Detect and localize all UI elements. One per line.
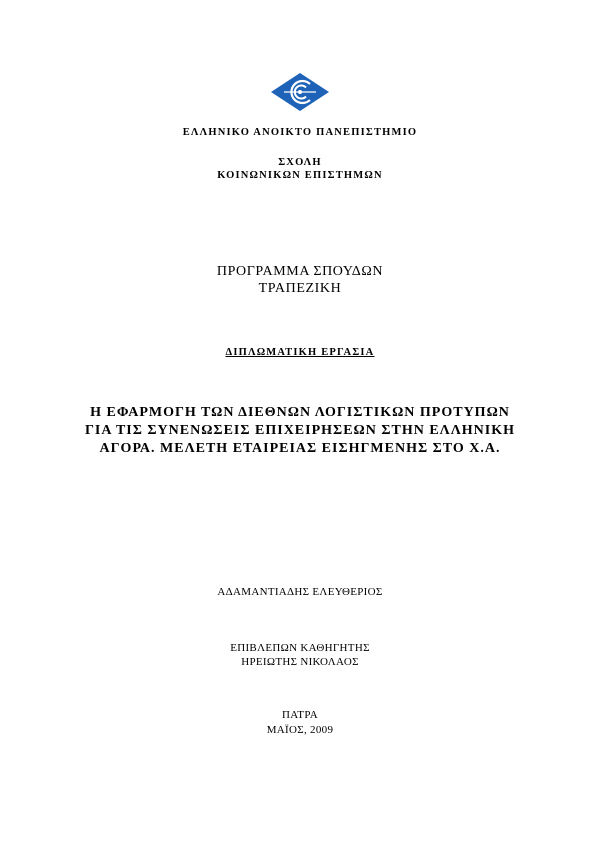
supervisor-label: ΕΠΙΒΛΕΠΩΝ ΚΑΘΗΓΗΤΗΣ [230,642,370,654]
supervisor-name: ΗΡΕΙΩΤΗΣ ΝΙΚΟΛΑΟΣ [241,656,359,668]
thesis-title-line-3: ΑΓΟΡΑ. ΜΕΛΕΤΗ ΕΤΑΙΡΕΙΑΣ ΕΙΣΗΓΜΕΝΗΣ ΣΤΟ Χ.Α. [99,441,501,456]
thesis-title-line-2: ΓΙΑ ΤΙΣ ΣΥΝΕΝΩΣΕΙΣ ΕΠΙΧΕΙΡΗΣΕΩΝ ΣΤΗΝ ΕΛΛΗΝΙΚΗ [85,423,515,438]
school-label: ΣΧΟΛΗ [278,157,322,168]
date: ΜΑΪΟΣ, 2009 [266,724,334,736]
city: ΠΑΤΡΑ [282,709,318,721]
thesis-title-line-1: Η ΕΦΑΡΜΟΓΗ ΤΩΝ ΔΙΕΘΝΩΝ ΛΟΓΙΣΤΙΚΩΝ ΠΡΟΤΥΠΩΝ [90,405,510,420]
thesis-label: ΔΙΠΛΩΜΑΤΙΚΗ ΕΡΓΑΣΙΑ [225,347,375,358]
university-name: ΕΛΛΗΝΙΚΟ ΑΝΟΙΚΤΟ ΠΑΝΕΠΙΣΤΗΜΙΟ [182,127,418,138]
author-name: ΑΔΑΜΑΝΤΙΑΔΗΣ ΕΛΕΥΘΕΡΙΟΣ [217,586,383,598]
program-name: ΤΡΑΠΕΖΙΚΗ [258,281,342,296]
program-label: ΠΡΟΓΡΑΜΜΑ ΣΠΟΥΔΩΝ [216,264,384,279]
university-emblem-icon [270,72,330,112]
school-name: ΚΟΙΝΩΝΙΚΩΝ ΕΠΙΣΤΗΜΩΝ [217,170,383,181]
